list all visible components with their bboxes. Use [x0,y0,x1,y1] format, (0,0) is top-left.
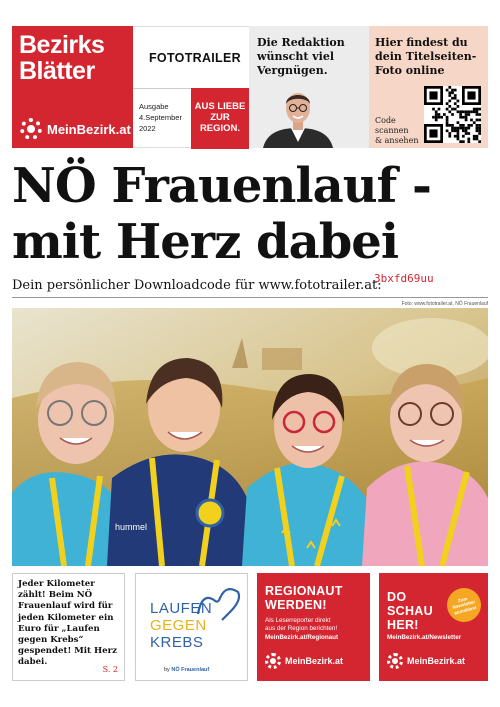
cover-photo [12,308,488,566]
qr-promo [369,26,488,148]
photo-credit: Foto: www.fototrailer.at, NÖ Frauenlauf [401,301,488,307]
newsletter-badge[interactable]: Zum Newsletter anmelden! [443,584,485,626]
newsletter-link[interactable]: MeinBezirk.at/Newsletter [387,634,462,641]
qr-caption-line-1: Code [375,116,396,125]
qr-caption-line-3: & ansehen [375,136,419,145]
regionaut-sub-line-2: aus der Region berichten! [265,625,338,632]
campaign-word-1: LAUFEN [150,600,213,617]
story-teaser-text: Jeder Kilometer zählt! Beim NÖ Frauenlauf wird für jeden Kilometer ein Euro für „Laufen gegen Krebs“ gespendet! Mit Herz dabei. [18,579,117,668]
laufen-gegen-krebs-logo[interactable] [135,573,248,681]
download-row [12,272,488,298]
slogan-badge: AUS LIEBE ZUR REGION. [191,88,249,149]
meinbezirk-brand-text: MeinBezirk.at [47,121,131,137]
campaign-by-name: NÖ Frauenlauf [171,667,210,673]
regionaut-title-line-1: REGIONAUT [265,584,343,598]
campaign-word-2: GEGEN [150,617,207,634]
qr-caption-line-2: scannen [375,126,409,135]
editorial-box [249,26,369,148]
newsletter-brand-text: MeinBezirk.at [407,656,466,666]
regionaut-title [265,584,343,612]
masthead [12,26,488,148]
issue-date: 4.September 2022 [139,113,182,133]
newsletter-title-line-3: HER! [387,618,419,632]
regionaut-link[interactable]: MeinBezirk.at/Regionaut [265,634,339,641]
download-code[interactable]: 3bxfd69uu [374,272,434,285]
regionaut-promo[interactable] [257,573,370,681]
headline-line-1: NÖ Frauenlauf - [12,158,431,214]
qr-code[interactable] [424,86,481,143]
regionaut-brand [265,653,343,669]
meinbezirk-icon [265,653,281,669]
newsletter-title-line-2: SCHAU [387,604,433,618]
page-reference: S. 2 [102,665,118,674]
qr-title: Hier findest du dein Titelseiten-Foto online [375,36,477,77]
hummel-logo: hummel [115,522,148,532]
newsletter-title [387,590,433,632]
issue-column [133,26,249,148]
regionaut-brand-text: MeinBezirk.at [285,656,344,666]
campaign-by-prefix: by [164,667,170,673]
editor-portrait [263,86,333,148]
headline [12,158,488,270]
regionaut-sub-line-1: Als Leserreporter direkt [265,617,331,624]
section-label: FOTOTRAILER [149,51,241,65]
story-teaser[interactable] [12,573,125,681]
newsletter-promo[interactable] [379,573,488,681]
regionaut-title-line-2: WERDEN! [265,598,327,612]
meinbezirk-brand [20,118,131,140]
headline-line-2: mit Herz dabei [12,214,399,270]
meinbezirk-icon [387,653,403,669]
logo-line-2: Blätter [19,57,95,85]
editorial-greeting: Die Redaktion wünscht viel Vergnügen. [257,36,345,77]
issue-info [139,101,187,134]
issue-label: Ausgabe [139,102,169,111]
logo-line-1: Bezirks [19,31,105,59]
meinbezirk-icon [20,118,42,140]
regionaut-subtitle [265,617,337,633]
bezirksblaetter-logo[interactable] [12,26,133,148]
cover-photo-illustration [12,308,488,566]
download-code-label: Dein persönlicher Downloadcode für www.fototrailer.at: [12,278,382,293]
newsletter-brand [387,653,465,669]
newsletter-title-line-1: DO [387,590,407,604]
qr-caption [375,116,418,146]
campaign-word-3: KREBS [150,634,204,651]
campaign-organizer [164,667,209,673]
